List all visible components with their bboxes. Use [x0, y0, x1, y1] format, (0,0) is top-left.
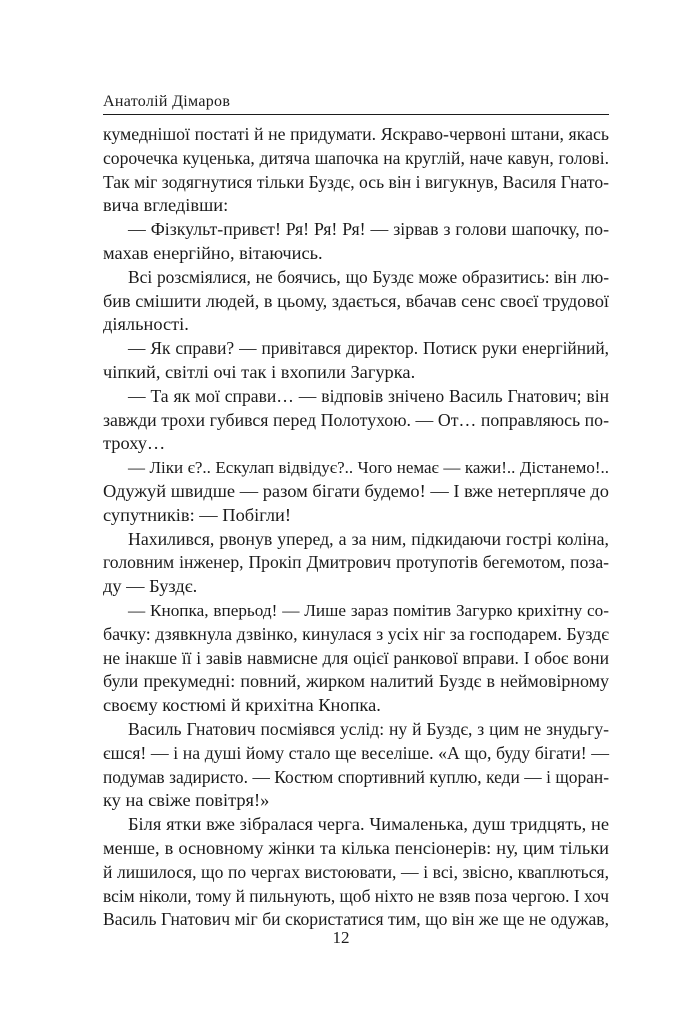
text-line: супутників: — Побігли!	[103, 504, 291, 525]
text-line: подумав задиристо. — Костюм спортивний куплю, кеди — і щоран-	[103, 766, 609, 787]
body-text	[103, 123, 609, 932]
running-head: Анатолій Дімаров	[103, 93, 231, 110]
text-line: — Фізкульт-привєт! Ря! Ря! Ря! — зірвав з голови шапочку, по-	[128, 219, 609, 240]
text-line: Василь Гнатович посміявся услід: ну й Буздє, з цим не знудьгу-	[128, 718, 609, 739]
text-line: єшся! — і на душі йому стало ще веселіше. «А що, буду бігати! —	[103, 742, 609, 763]
text-line: — Та як мої справи… — відповів знічено Василь Гнатович; він	[128, 385, 609, 406]
text-line: своєму костюмі й крихітна Кнопка.	[103, 695, 381, 716]
text-line: — Ліки є?.. Ескулап відвідує?.. Чого немає — кажи!.. Дістанемо!..	[128, 458, 609, 478]
text-line: троху…	[103, 433, 166, 454]
text-line: Біля ятки вже зібралася черга. Чималенька, душ тридцять, не	[128, 814, 609, 835]
text-line: бачку: дзявкнула дзвінко, кинулася з усіх ніг за господарем. Буздє	[103, 623, 609, 644]
text-line: менше, в основному жінки та кілька пенсіонерів: ну, цим тільки	[103, 837, 609, 858]
text-line: Василь Гнатович міг би скористатися тим, що він же ще не одужав,	[103, 909, 609, 930]
text-line: Так міг зодягнутися тільки Буздє, ось він і вигукнув, Василя Гнато-	[103, 171, 609, 192]
text-line: й лишилося, що по чергах вистоювати, — і всі, звісно, кваплються,	[103, 861, 609, 882]
text-line: не інакше її і завів навмисне для оцієї ранкової вправи. І обоє вони	[103, 647, 609, 668]
text-line: завжди трохи губився перед Полотухою. — От… поправляюсь по-	[103, 409, 609, 430]
text-line: були прекумедні: повний, жирком налитий Буздє в неймовірному	[103, 671, 609, 692]
text-line: бив смішити людей, в цьому, здається, вбачав сенс своєї трудової	[103, 290, 609, 311]
text-line: махав енергійно, вітаючись.	[103, 242, 323, 263]
text-line: головним інженер, Прокіп Дмитрович протупотів бегемотом, поза-	[103, 552, 609, 573]
text-line: кумеднішої постаті й не придумати. Яскраво-червоні штани, якась	[103, 124, 609, 144]
text-line: Нахилився, рвонув уперед, а за ним, підкидаючи гострі коліна,	[128, 528, 609, 549]
page-number: 12	[332, 928, 350, 947]
text-line: — Кнопка, вперьод! — Лише зараз помітив Загурко крихітну со-	[128, 600, 609, 620]
header-rule	[103, 114, 609, 115]
text-line: ку на свіже повітря!»	[103, 790, 270, 811]
text-line: діяльності.	[103, 314, 189, 335]
text-line: чіпкий, світлі очі так і вхопили Загурка.	[103, 361, 416, 382]
text-line: вича вгледівши:	[103, 195, 229, 216]
text-line: всім ніколи, тому й пильнують, щоб ніхто не взяв поза чергою. І хоч	[103, 885, 609, 906]
text-line: сорочечка куценька, дитяча шапочка на круглій, наче кавун, голові.	[103, 147, 609, 168]
text-line: ду — Буздє.	[103, 576, 198, 597]
text-line: — Як справи? — привітався директор. Потиск руки енергійний,	[128, 338, 609, 359]
text-line: Всі розсміялися, не боячись, що Буздє може образитись: він лю-	[128, 266, 609, 287]
text-line: Одужуй швидше — разом бігати будемо! — І вже нетерпляче до	[103, 480, 609, 501]
